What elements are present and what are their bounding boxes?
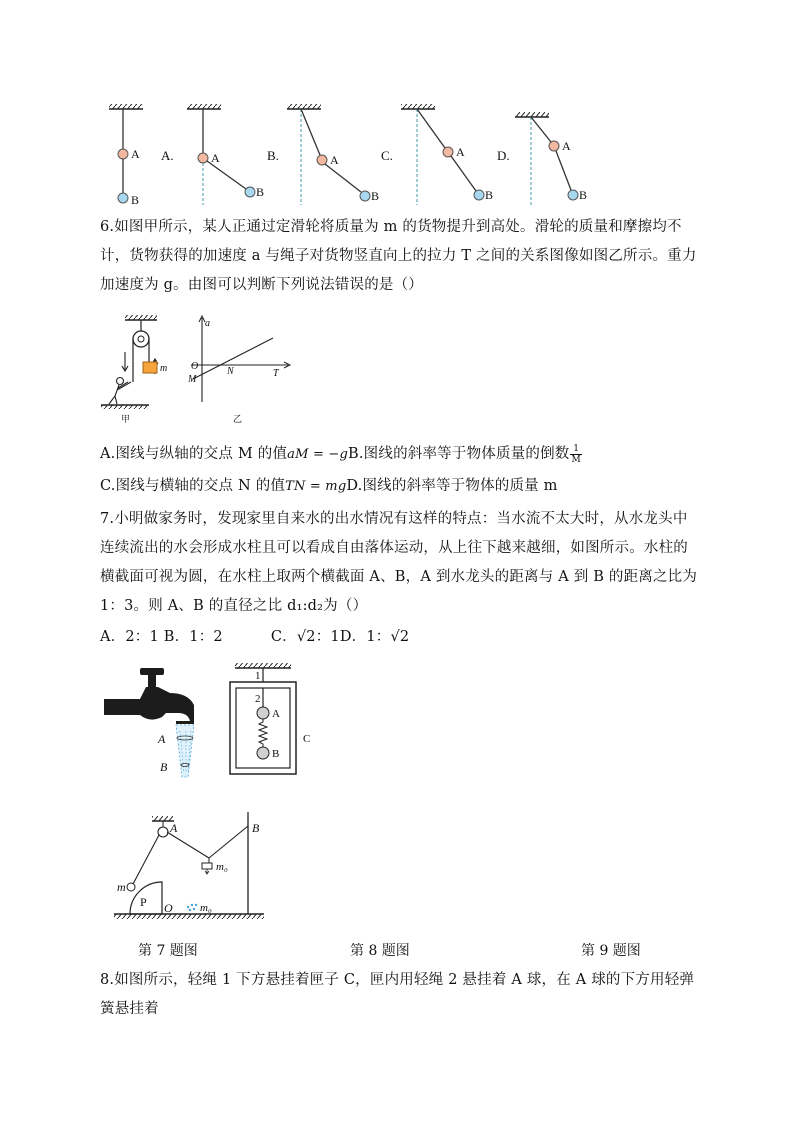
svg-text:m: m [160,363,168,374]
pendulum-options-figure [95,100,615,208]
option-d-label: D. [497,148,510,163]
option-c-label: C. [381,148,393,163]
question-6-text: 6.如图甲所示，某人正通过定滑轮将质量为 m 的货物提升到高处。滑轮的质量和摩擦均不计，货物获得的加速度 a 与绳子对货物竖直向上的拉力 T 之间的关系图像如图乙所示。重力加速度为 g。由图可以判断下列说法错误的是（） [100,219,697,293]
svg-text:T: T [273,368,279,379]
question-8-text: 8.如图所示，轻绳 1 下方悬挂着匣子 C，匣内用轻绳 2 悬挂着 A 球，在 A 球的下方用轻弹簧悬挂着 [100,972,695,1017]
svg-text:N: N [227,366,234,377]
question-6-option-cd: C.图线与横轴的交点 N 的值TN = mgD.图线的斜率等于物体的质量 m [100,478,558,494]
svg-text:B: B [131,193,140,207]
pulley-figure-jia [95,312,168,424]
question-6-option-ab: A.图线与纵轴的交点 M 的值aM = −gB.图线的斜率等于物体质量的倒数$\frac{1}{M}$ [100,443,581,465]
svg-text:O: O [164,901,173,915]
svg-text:B: B [256,185,265,199]
svg-text:A: A [170,821,178,835]
box-spring-figure [225,660,325,780]
svg-text:P: P [140,895,147,909]
graph-figure-yi [183,312,293,424]
svg-text:A: A [272,708,280,720]
svg-text:m₀: m₀ [200,902,212,914]
faucet-figure [100,665,205,785]
option-a-label: A. [161,148,174,163]
svg-text:A: A [131,147,140,161]
question-7-text: 7.小明做家务时，发现家里自来水的出水情况有这样的特点：当水流不太大时，从水龙头中连续流出的水会形成水柱且可以看成自由落体运动，从上往下越来越细，如图所示。水柱的横截面可视为圆，在水柱上取两个横截面 A、B，A 到水龙头的距离与 A 到 B 的距离之比为 1：3。则 A、B 的直径之比 d₁:d₂为（） [100,511,698,614]
question-7-options: A．2：1 B．1：2 C．√2：1D．1：√2 [100,629,410,645]
svg-text:A: A [211,151,220,165]
svg-text:B: B [579,188,588,202]
svg-text:B: B [272,748,280,760]
svg-text:O: O [191,361,199,372]
figure-8-caption: 第 8 题图 [350,943,410,959]
svg-text:1: 1 [255,670,261,682]
svg-text:m: m [117,880,126,894]
quarter-circle-figure [108,810,273,928]
option-b-pendulum [287,104,379,205]
svg-text:C: C [303,733,311,745]
option-b-label: B. [267,148,279,163]
svg-text:B: B [252,821,260,835]
svg-text:m₀: m₀ [216,861,228,873]
svg-text:乙: 乙 [233,414,243,424]
svg-text:A: A [562,139,571,153]
svg-text:A: A [330,153,339,167]
svg-text:a: a [205,318,210,329]
svg-text:B: B [160,760,168,774]
figure-7-caption: 第 7 题图 [138,943,198,959]
svg-text:甲: 甲 [121,414,131,424]
option-c-pendulum [401,104,493,205]
svg-text:2: 2 [255,693,261,705]
svg-text:B: B [371,189,380,203]
svg-text:M: M [188,374,197,385]
original-pendulum [109,104,143,207]
svg-text:A: A [456,145,465,159]
svg-text:B: B [485,188,494,202]
figure-9-caption: 第 9 题图 [581,943,641,959]
svg-text:A: A [158,732,166,746]
option-d-pendulum [515,112,587,205]
option-a-pendulum [187,104,264,205]
